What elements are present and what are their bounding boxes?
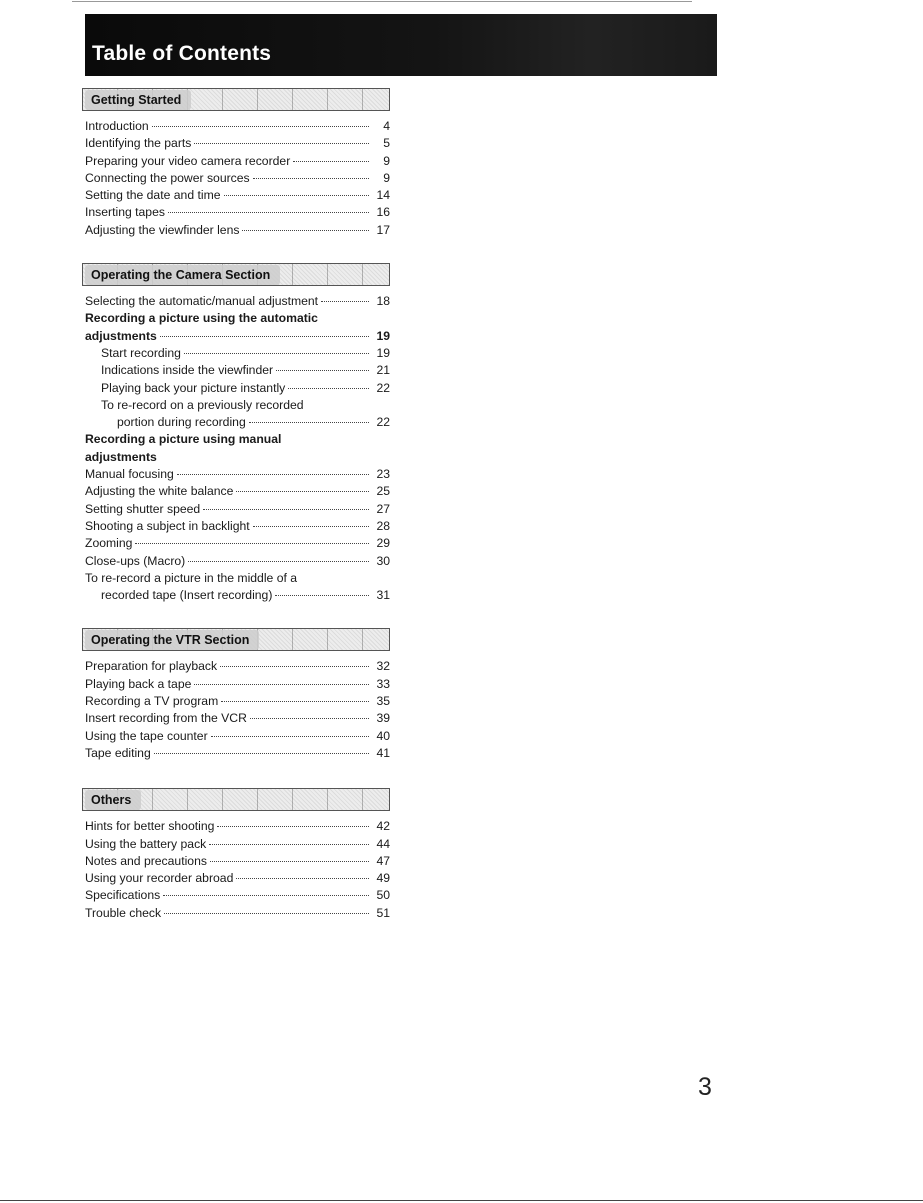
entry-page: 41 [376,745,390,760]
section-header-getting-started [82,88,390,111]
entry-page: 25 [376,484,390,499]
section-entries [85,658,390,762]
leader-dots [236,878,369,879]
leader-dots [253,178,369,179]
entry-title: Playing back your picture instantly [101,380,286,395]
toc-entry[interactable] [85,187,390,204]
entry-page: 19 [376,345,390,360]
entry-page: 39 [376,711,390,726]
leader-dots [276,370,369,371]
entry-title: Zooming [85,536,133,551]
entry-title: Selecting the automatic/manual adjustment [85,294,319,309]
leader-dots [224,195,369,196]
page-title: Table of Contents [92,42,272,65]
leader-dots [194,143,369,144]
section-heading: Getting Started [85,90,191,110]
toc-entry[interactable] [85,345,390,362]
entry-title: Indications inside the viewfinder [101,363,274,378]
toc-entry[interactable] [85,414,390,431]
entry-page: 32 [376,659,390,674]
toc-entry[interactable] [85,587,390,604]
toc-entry[interactable] [85,380,390,397]
section-gap [85,604,390,628]
toc-entry[interactable] [85,745,390,762]
section-header-vtr [82,628,390,651]
leader-dots [194,684,369,685]
entry-page: 30 [376,553,390,568]
entry-title: adjustments [85,449,157,464]
section-heading: Others [85,790,141,810]
entry-page: 22 [376,415,390,430]
entry-title: Specifications [85,888,161,903]
leader-dots [211,736,369,737]
entry-page: 9 [383,153,390,168]
leader-dots [203,509,369,510]
entry-title: Close-ups (Macro) [85,553,186,568]
leader-dots [221,701,369,702]
toc-entry[interactable] [85,466,390,483]
toc-entry[interactable] [85,710,390,727]
entry-page: 18 [376,294,390,309]
toc-entry-heading [85,449,390,466]
entry-page: 17 [376,222,390,237]
entry-title: Start recording [101,345,181,360]
leader-dots [217,826,369,827]
leader-dots [168,212,369,213]
entry-page: 23 [376,467,390,482]
entry-page: 40 [376,728,390,743]
leader-dots [321,301,369,302]
entry-title: Setting shutter speed [85,501,201,516]
toc-entry[interactable] [85,135,390,152]
section-entries [85,118,390,239]
entry-page: 9 [383,170,390,185]
toc-entry[interactable] [85,204,390,221]
leader-dots [209,844,369,845]
leader-dots [135,543,369,544]
entry-page: 22 [376,380,390,395]
section-header-others [82,788,390,811]
toc-entry[interactable] [85,676,390,693]
toc-entry-continued [85,397,390,414]
entry-title: Inserting tapes [85,205,165,220]
toc-entry[interactable] [85,870,390,887]
toc-entry[interactable] [85,905,390,922]
toc-entry[interactable] [85,518,390,535]
bottom-rule [0,1200,923,1201]
section-gap [85,762,390,788]
leader-dots [163,895,369,896]
entry-title: Connecting the power sources [85,170,250,185]
toc-entry[interactable] [85,693,390,710]
entry-title: To re-record a picture in the middle of a [85,570,298,585]
leader-dots [249,422,369,423]
leader-dots [253,526,369,527]
toc-entry[interactable] [85,362,390,379]
leader-dots [220,666,369,667]
toc-entry[interactable] [85,170,390,187]
top-rule [72,1,692,2]
toc-entry[interactable] [85,153,390,170]
entry-title: Preparation for playback [85,659,218,674]
toc-entry[interactable] [85,836,390,853]
toc-entry[interactable] [85,222,390,239]
toc-entry[interactable] [85,853,390,870]
page-number: 3 [698,1073,712,1101]
entry-page: 51 [376,905,390,920]
entry-page: 16 [376,205,390,220]
section-gap [85,239,390,263]
entry-page: 42 [376,819,390,834]
section-entries [85,293,390,604]
entry-page: 14 [376,188,390,203]
entry-page: 29 [376,536,390,551]
leader-dots [275,595,369,596]
toc-entry[interactable] [85,293,390,310]
entry-title: Tape editing [85,745,151,760]
entry-page: 44 [376,836,390,851]
entry-title: Insert recording from the VCR [85,711,247,726]
entry-title: Using your recorder abroad [85,871,234,886]
toc-entry[interactable] [85,328,390,345]
entry-page: 28 [376,518,390,533]
entry-title: Recording a TV program [85,694,219,709]
leader-dots [164,913,369,914]
toc-entry[interactable] [85,501,390,518]
toc-entry[interactable] [85,553,390,570]
entry-page: 47 [376,853,390,868]
entry-page: 31 [376,588,390,603]
leader-dots [184,353,369,354]
leader-dots [152,126,369,127]
leader-dots [250,718,369,719]
entry-title: Adjusting the white balance [85,484,234,499]
title-bar [85,14,717,76]
toc-entry-heading [85,431,390,448]
entry-title: recorded tape (Insert recording) [101,588,273,603]
entry-page: 5 [383,136,390,151]
entry-title: Shooting a subject in backlight [85,518,250,533]
toc-entry[interactable] [85,818,390,835]
leader-dots [160,336,369,337]
entry-title: Setting the date and time [85,188,221,203]
table-of-contents [85,88,390,922]
entry-page: 21 [376,363,390,378]
entry-title: Hints for better shooting [85,819,215,834]
entry-title: Preparing your video camera recorder [85,153,291,168]
entry-title: Introduction [85,119,149,133]
toc-entry-heading [85,310,390,327]
entry-page: 33 [376,676,390,691]
section-heading: Operating the Camera Section [85,265,280,285]
leader-dots [236,491,369,492]
entry-title: Recording a picture using the automatic [85,311,318,326]
entry-title: adjustments [85,328,157,343]
entry-page: 4 [383,119,390,133]
entry-page: 49 [376,871,390,886]
entry-title: Using the tape counter [85,728,208,743]
entry-title: Playing back a tape [85,676,192,691]
entry-title: Manual focusing [85,467,174,482]
toc-entry[interactable] [85,118,390,135]
leader-dots [293,161,369,162]
toc-entry[interactable] [85,658,390,675]
entry-title: Notes and precautions [85,853,207,868]
section-heading: Operating the VTR Section [85,630,259,650]
leader-dots [177,474,369,475]
toc-entry[interactable] [85,728,390,745]
entry-title: Using the battery pack [85,836,207,851]
entry-page: 50 [376,888,390,903]
entry-title: Trouble check [85,905,162,920]
leader-dots [210,861,369,862]
leader-dots [188,561,369,562]
entry-title: portion during recording [117,415,246,430]
leader-dots [242,230,369,231]
entry-page: 19 [376,328,390,343]
entry-title: Adjusting the viewfinder lens [85,222,240,237]
entry-title: Recording a picture using manual [85,432,282,447]
section-entries [85,818,390,922]
leader-dots [288,388,369,389]
toc-entry[interactable] [85,535,390,552]
entry-page: 27 [376,501,390,516]
section-header-camera [82,263,390,286]
entry-title: To re-record on a previously recorded [101,397,304,412]
toc-entry[interactable] [85,483,390,500]
entry-page: 35 [376,694,390,709]
toc-entry[interactable] [85,887,390,904]
leader-dots [154,753,369,754]
entry-title: Identifying the parts [85,136,192,151]
toc-entry-continued [85,570,390,587]
